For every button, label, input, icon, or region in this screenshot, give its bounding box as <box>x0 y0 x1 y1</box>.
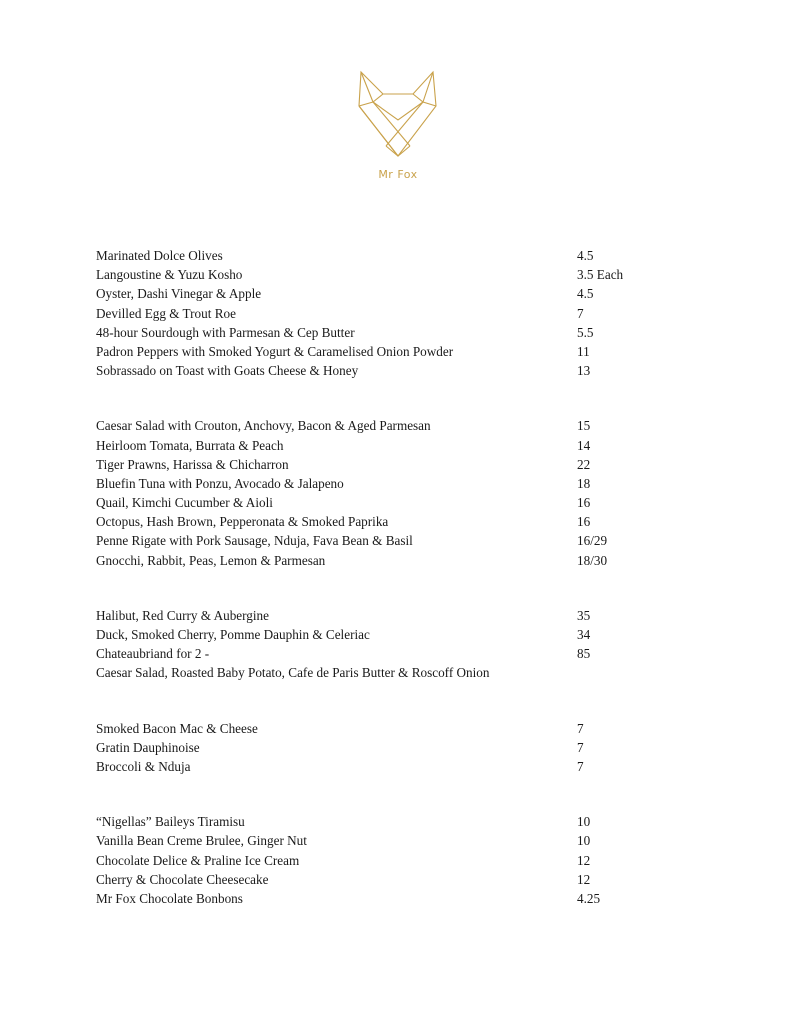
menu-item <box>96 719 736 738</box>
item-name: Gnocchi, Rabbit, Peas, Lemon & Parmesan <box>96 552 326 568</box>
menu-item <box>96 416 736 435</box>
menu-item <box>96 644 736 663</box>
item-price: 4.5 <box>577 286 594 302</box>
menu-item <box>96 757 736 776</box>
item-name: Oyster, Dashi Vinegar & Apple <box>96 286 262 302</box>
brand-name: Mr Fox <box>378 168 418 181</box>
item-price: 18/30 <box>577 552 608 568</box>
menu-item <box>96 455 736 474</box>
item-price: 18 <box>577 475 591 491</box>
brand-logo <box>355 66 441 190</box>
menu-item <box>96 531 736 550</box>
item-price: 7 <box>577 720 584 736</box>
item-price: 4.5 <box>577 248 594 263</box>
menu-item <box>96 436 736 455</box>
item-price: 16/29 <box>577 533 608 549</box>
menu-item <box>96 342 736 361</box>
item-name: Marinated Dolce Olives <box>96 248 223 263</box>
menu-section-sides <box>96 719 736 777</box>
item-price: 16 <box>577 495 591 511</box>
item-name: “Nigellas” Baileys Tiramisu <box>96 814 245 830</box>
menu-item <box>96 512 736 531</box>
menu-item <box>96 870 736 889</box>
menu-item <box>96 323 736 342</box>
item-price: 4.25 <box>577 890 601 906</box>
item-name: Halibut, Red Curry & Aubergine <box>96 607 270 623</box>
item-name: Chocolate Delice & Praline Ice Cream <box>96 852 300 868</box>
item-name: Sobrassado on Toast with Goats Cheese & Honey <box>96 363 359 379</box>
menu-section-small-plates <box>96 416 736 570</box>
menu-item <box>96 889 736 908</box>
item-name: Broccoli & Nduja <box>96 758 191 774</box>
item-price: 12 <box>577 852 591 868</box>
item-name: Smoked Bacon Mac & Cheese <box>96 720 258 736</box>
item-price: 7 <box>577 739 584 755</box>
item-price: 11 <box>577 343 590 359</box>
item-price: 15 <box>577 418 591 434</box>
item-price: 12 <box>577 871 591 887</box>
item-price: 13 <box>577 363 591 379</box>
item-name: Chateaubriand for 2 - <box>96 646 210 662</box>
menu-item <box>96 851 736 870</box>
item-name: Padron Peppers with Smoked Yogurt & Caramelised Onion Powder <box>96 343 454 359</box>
menu-item <box>96 831 736 850</box>
menu-item <box>96 474 736 493</box>
menu-item <box>96 493 736 512</box>
fox-head-geometric-icon <box>355 66 441 166</box>
item-price: 34 <box>577 627 591 642</box>
item-price: 5.5 <box>577 324 594 340</box>
menu-section-snacks <box>96 246 736 380</box>
item-price: 7 <box>577 758 584 774</box>
item-name: Gratin Dauphinoise <box>96 739 200 755</box>
menu-item <box>96 284 736 303</box>
item-name: Vanilla Bean Creme Brulee, Ginger Nut <box>96 833 307 849</box>
item-price: 3.5 Each <box>577 267 624 283</box>
item-price: 16 <box>577 514 591 530</box>
item-price: 10 <box>577 833 591 849</box>
menu-item <box>96 738 736 757</box>
item-price: 85 <box>577 646 591 662</box>
item-name: Cherry & Chocolate Cheesecake <box>96 871 269 887</box>
menu <box>96 246 736 944</box>
item-name: Devilled Egg & Trout Roe <box>96 305 236 321</box>
menu-item <box>96 551 736 570</box>
menu-item <box>96 361 736 380</box>
menu-section-mains <box>96 606 736 683</box>
item-price: 35 <box>577 607 591 623</box>
item-name: 48-hour Sourdough with Parmesan & Cep Butter <box>96 324 355 340</box>
menu-section-desserts <box>96 812 736 908</box>
menu-item <box>96 606 736 625</box>
item-name: Langoustine & Yuzu Kosho <box>96 267 243 283</box>
item-name: Caesar Salad, Roasted Baby Potato, Cafe de Paris Butter & Roscoff Onion <box>96 665 490 681</box>
item-name: Caesar Salad with Crouton, Anchovy, Bacon & Aged Parmesan <box>96 418 431 434</box>
item-price: 22 <box>577 456 591 472</box>
item-price: 10 <box>577 814 591 830</box>
menu-item <box>96 246 736 265</box>
item-price: 14 <box>577 437 591 453</box>
item-name: Mr Fox Chocolate Bonbons <box>96 890 243 906</box>
menu-item <box>96 625 736 644</box>
item-name: Octopus, Hash Brown, Pepperonata & Smoked Paprika <box>96 514 389 530</box>
item-name: Bluefin Tuna with Ponzu, Avocado & Jalapeno <box>96 475 344 491</box>
menu-item <box>96 812 736 831</box>
item-price: 7 <box>577 305 584 321</box>
item-name: Tiger Prawns, Harissa & Chicharron <box>96 456 289 472</box>
menu-item <box>96 663 736 682</box>
item-name: Duck, Smoked Cherry, Pomme Dauphin & Celeriac <box>96 627 370 642</box>
item-name: Quail, Kimchi Cucumber & Aioli <box>96 495 273 511</box>
menu-item <box>96 304 736 323</box>
item-name: Penne Rigate with Pork Sausage, Nduja, Fava Bean & Basil <box>96 533 413 549</box>
item-name: Heirloom Tomata, Burrata & Peach <box>96 437 284 453</box>
menu-item <box>96 265 736 284</box>
